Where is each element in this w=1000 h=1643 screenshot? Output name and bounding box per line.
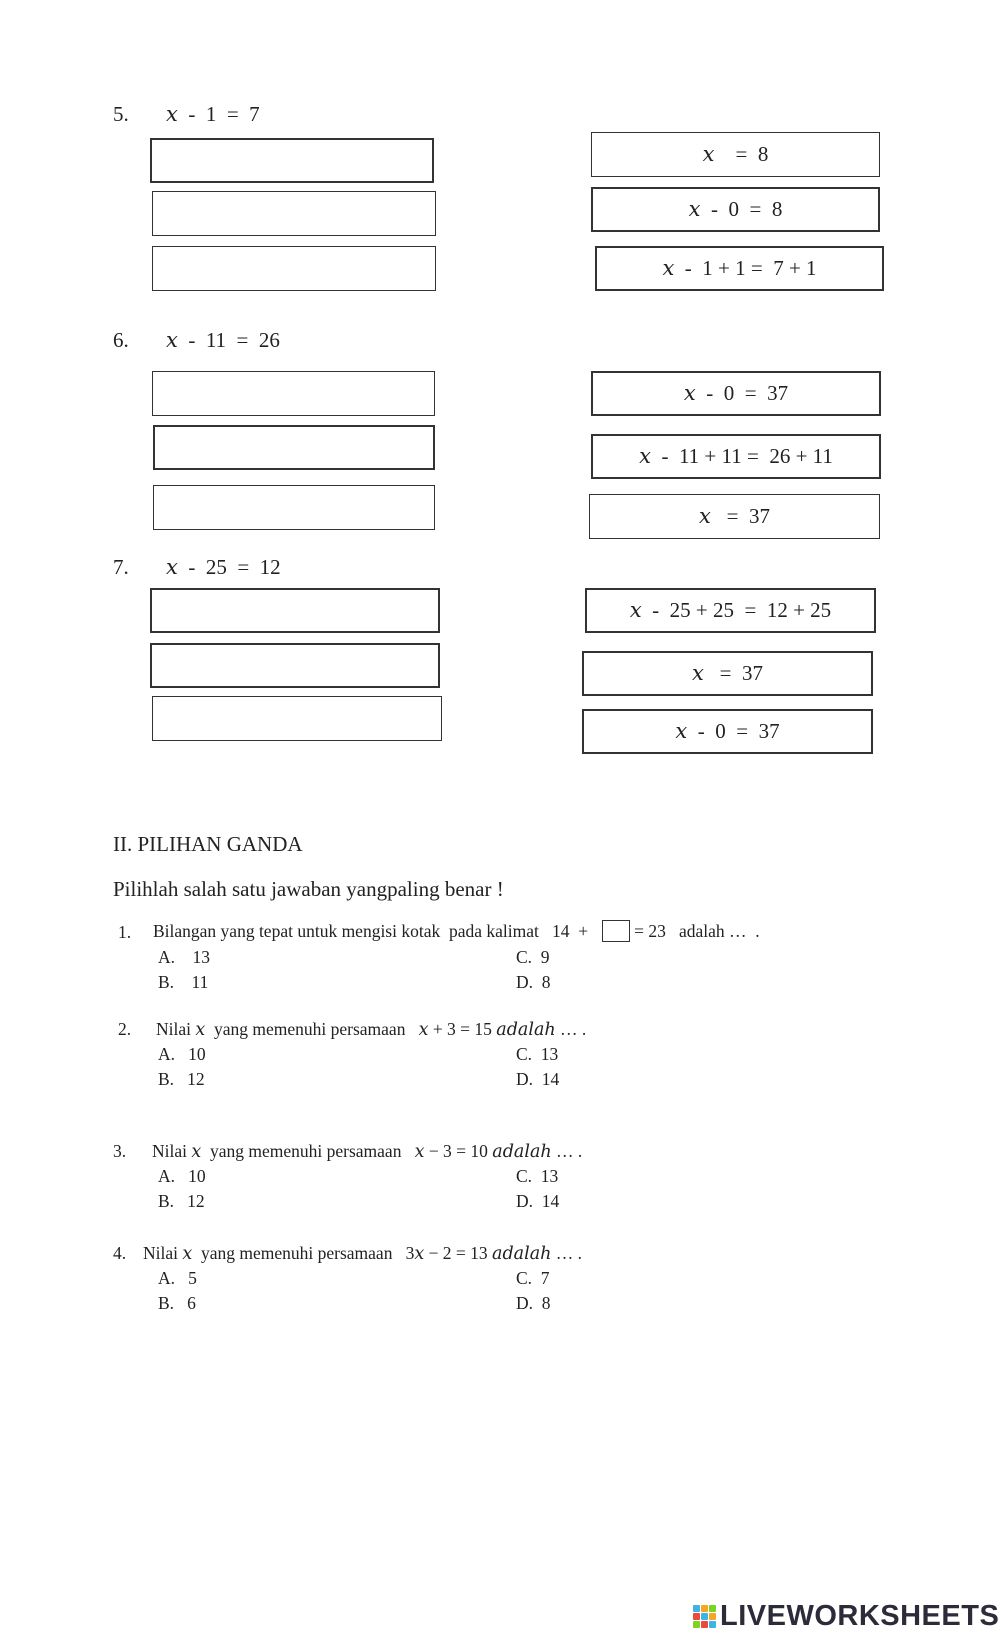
liveworksheets-logo	[693, 1600, 999, 1633]
question-6-tile-1[interactable]: 𝑥 - 0 = 37	[591, 371, 881, 416]
question-6-drop-slot-1[interactable]	[152, 371, 435, 416]
mc-1-option-c[interactable]: C. 9	[516, 947, 550, 967]
question-6-number: 6.	[113, 328, 129, 352]
question-5-equation: 𝑥 - 1 = 7	[166, 102, 260, 126]
mc-4-number: 4.	[113, 1243, 127, 1263]
question-6-drop-slot-2[interactable]	[153, 425, 435, 470]
question-5-tile-2[interactable]: 𝑥 - 0 = 8	[591, 187, 880, 232]
question-6-equation: 𝑥 - 11 = 26	[166, 328, 280, 352]
mc-1-option-b[interactable]: B. 11	[158, 972, 209, 992]
question-7-equation: 𝑥 - 25 = 12	[166, 555, 281, 579]
mc-3-question: Nilai 𝑥 yang memenuhi persamaan 𝑥 − 3 = 10 𝑎𝑑𝑎𝑙𝑎ℎ … .	[152, 1141, 583, 1161]
question-7-drop-slot-1[interactable]	[150, 588, 440, 633]
mc-3-option-b[interactable]: B. 12	[158, 1191, 205, 1211]
section-title: II. PILIHAN GANDA	[113, 832, 303, 856]
question-5-drop-slot-2[interactable]	[152, 191, 436, 236]
question-7-tile-3[interactable]: 𝑥 - 0 = 37	[582, 709, 873, 754]
mc-1-option-d[interactable]: D. 8	[516, 972, 551, 992]
mc-3-number: 3.	[113, 1141, 127, 1161]
mc-2-number: 2.	[118, 1019, 132, 1039]
mc-2-option-a[interactable]: A. 10	[158, 1044, 206, 1064]
mc-2-option-b[interactable]: B. 12	[158, 1069, 205, 1089]
question-5-tile-3[interactable]: 𝑥 - 1 + 1 = 7 + 1	[595, 246, 884, 291]
mc-1-text-before: Bilangan yang tepat untuk mengisi kotak pada kalimat 14 +	[153, 920, 589, 941]
question-5-tile-1[interactable]: 𝑥 = 8	[591, 132, 880, 177]
mc-1-option-a[interactable]: A. 13	[158, 947, 211, 967]
question-7-drop-slot-3[interactable]	[152, 696, 442, 741]
question-6-tile-3[interactable]: 𝑥 = 37	[589, 494, 880, 539]
mc-3-option-a[interactable]: A. 10	[158, 1166, 206, 1186]
liveworksheets-logo-text: LIVEWORKSHEETS	[720, 1600, 1000, 1632]
question-7-drop-slot-2[interactable]	[150, 643, 440, 688]
question-7-tile-1[interactable]: 𝑥 - 25 + 25 = 12 + 25	[585, 588, 876, 633]
section-instruction: Pilihlah salah satu jawaban yangpaling benar !	[113, 877, 504, 901]
question-5-drop-slot-1[interactable]	[150, 138, 434, 183]
mc-1-inline-box	[602, 920, 630, 942]
question-5-drop-slot-3[interactable]	[152, 246, 436, 291]
liveworksheets-logo-icon	[693, 1605, 716, 1628]
mc-4-option-b[interactable]: B. 6	[158, 1293, 196, 1313]
question-7-number: 7.	[113, 555, 129, 579]
question-7-tile-2[interactable]: 𝑥 = 37	[582, 651, 873, 696]
mc-1-question	[153, 920, 760, 942]
mc-2-option-c[interactable]: C. 13	[516, 1044, 559, 1064]
mc-3-option-d[interactable]: D. 14	[516, 1191, 560, 1211]
question-6-drop-slot-3[interactable]	[153, 485, 435, 530]
mc-3-option-c[interactable]: C. 13	[516, 1166, 559, 1186]
question-5-number: 5.	[113, 102, 129, 126]
mc-4-question: Nilai 𝑥 yang memenuhi persamaan 3𝑥 − 2 = 13 𝑎𝑑𝑎𝑙𝑎ℎ … .	[143, 1243, 583, 1263]
mc-1-number: 1.	[118, 922, 132, 942]
mc-2-option-d[interactable]: D. 14	[516, 1069, 560, 1089]
mc-2-question: Nilai 𝑥 yang memenuhi persamaan 𝑥 + 3 = 15 𝑎𝑑𝑎𝑙𝑎ℎ … .	[156, 1019, 587, 1039]
question-6-tile-2[interactable]: 𝑥 - 11 + 11 = 26 + 11	[591, 434, 881, 479]
mc-4-option-c[interactable]: C. 7	[516, 1268, 550, 1288]
mc-4-option-a[interactable]: A. 5	[158, 1268, 197, 1288]
mc-4-option-d[interactable]: D. 8	[516, 1293, 551, 1313]
mc-1-text-after: = 23 adalah … .	[634, 920, 760, 941]
